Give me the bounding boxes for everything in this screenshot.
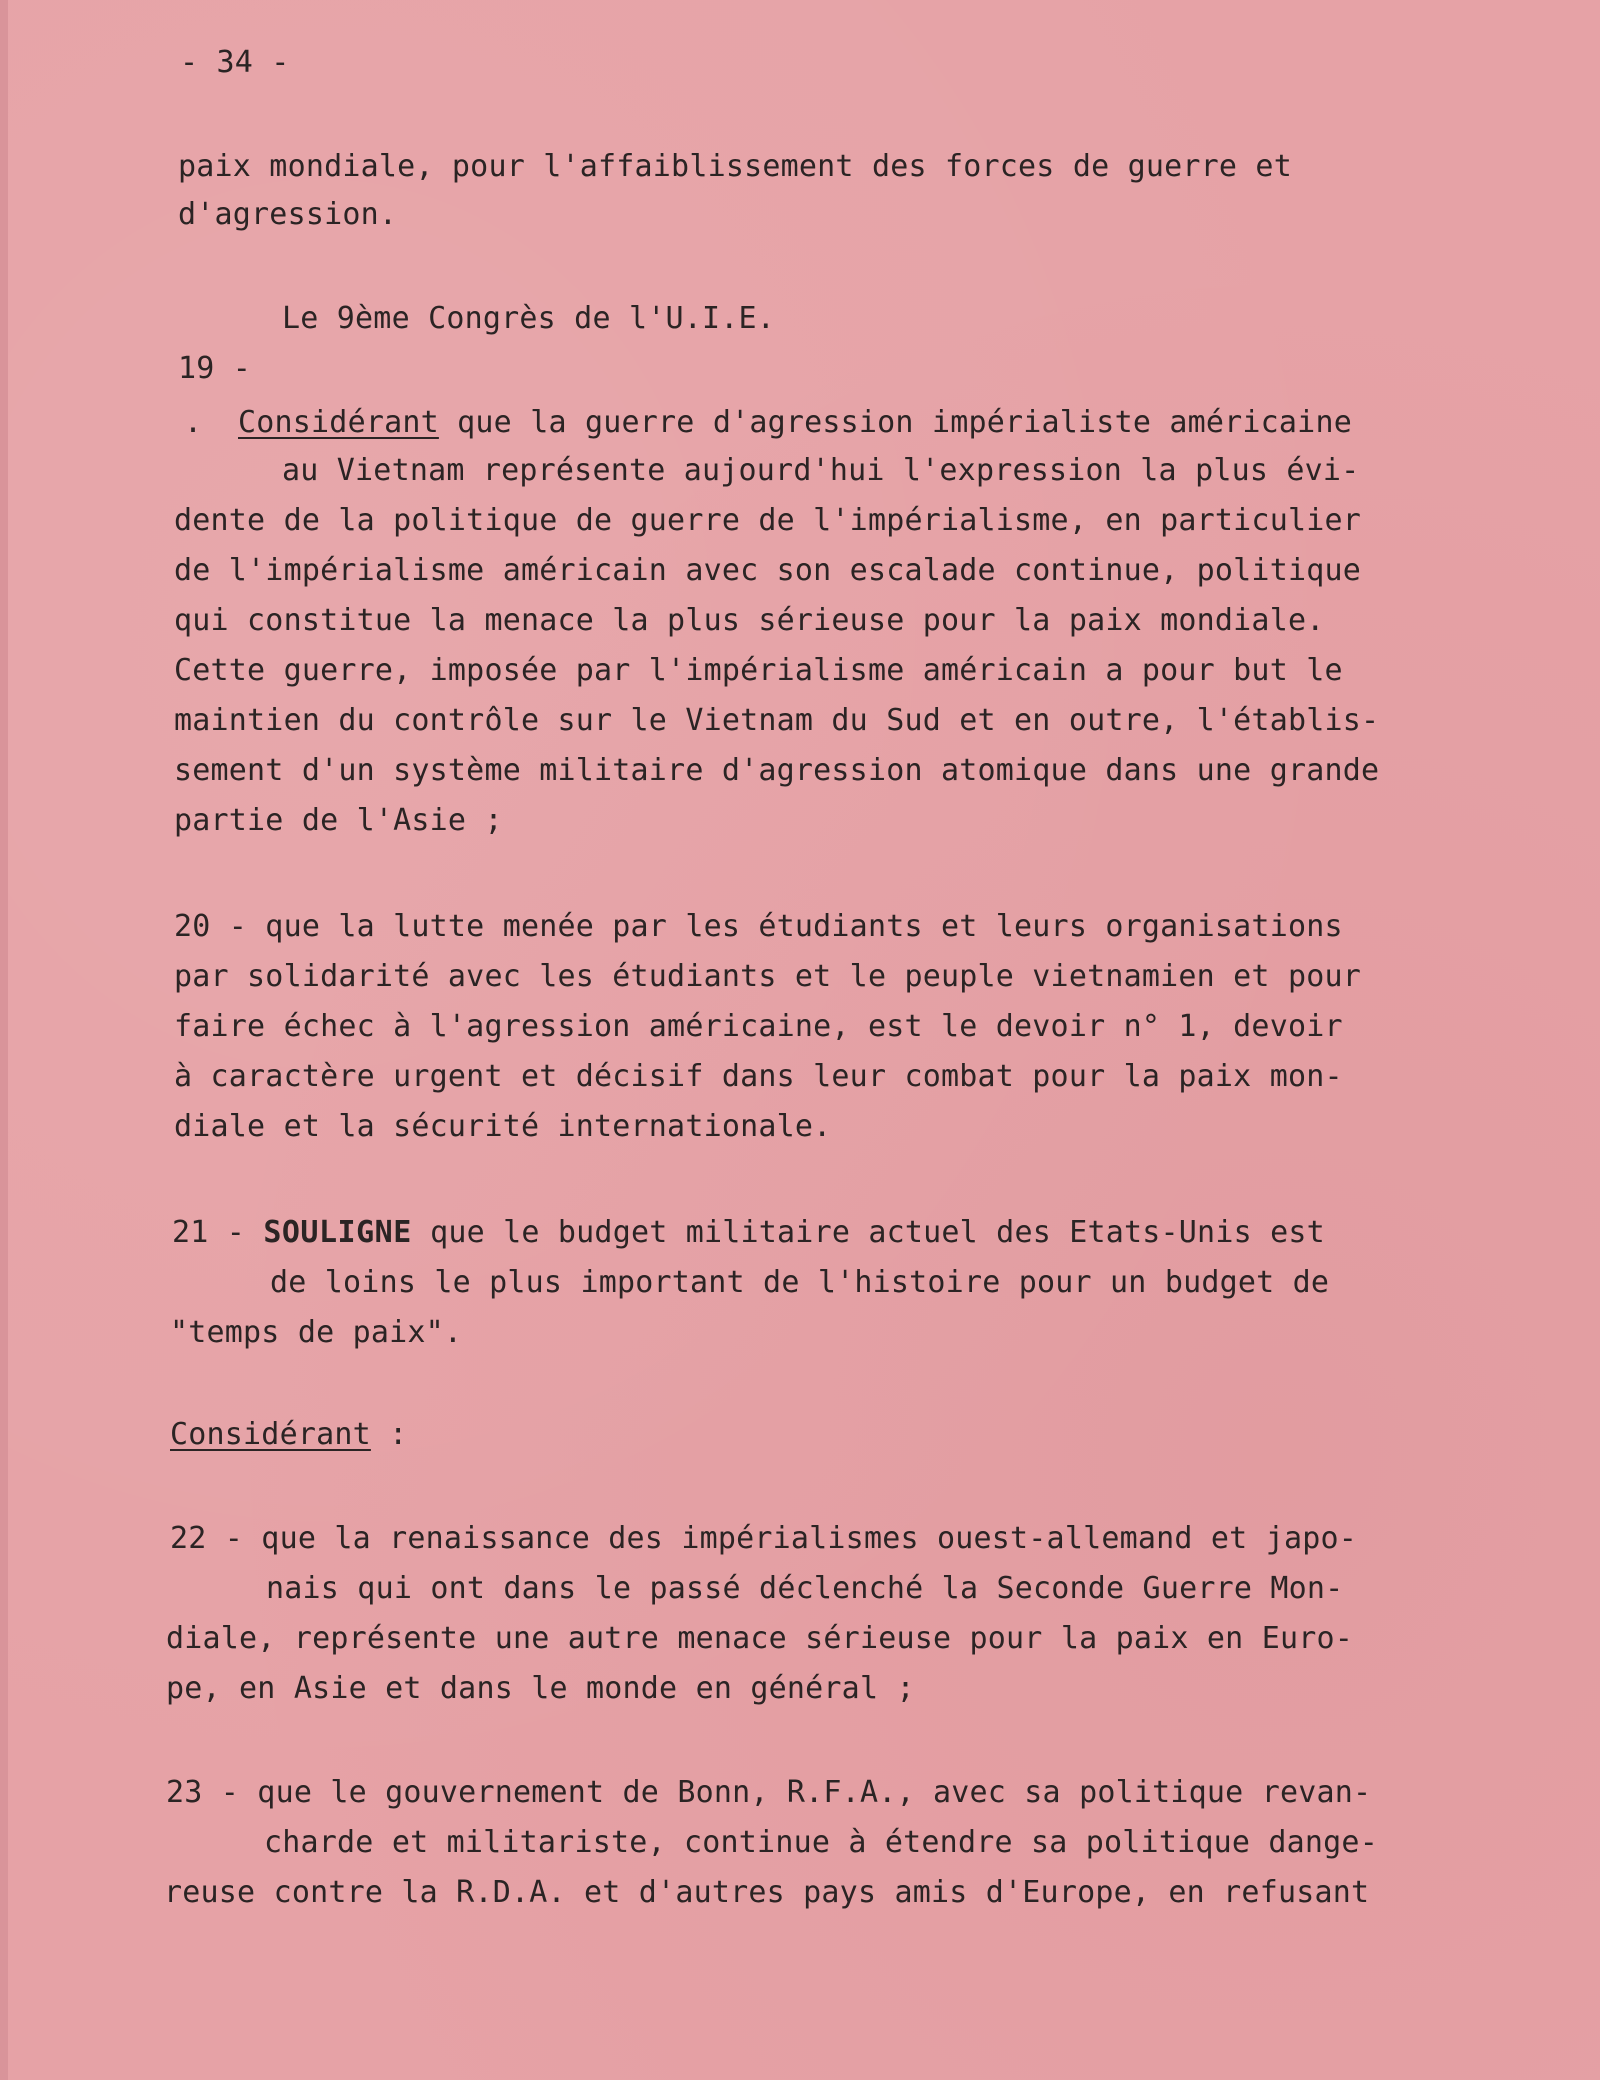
item-21-line-2: de loins le plus important de l'histoire pour un budget de	[270, 1265, 1330, 1300]
intro-line-2: d'agression.	[178, 197, 398, 232]
item-21-line-3: "temps de paix".	[170, 1315, 463, 1350]
item-23-line-3: reuse contre la R.D.A. et d'autres pays amis d'Europe, en refusant	[164, 1875, 1370, 1910]
congress-heading: Le 9ème Congrès de l'U.I.E.	[282, 301, 776, 336]
item-21-first-rest: que le budget militaire actuel des Etats-Unis est	[411, 1215, 1325, 1250]
item-23-line-1: 23 - que le gouvernement de Bonn, R.F.A., avec sa politique revan-	[166, 1775, 1372, 1810]
page-number: - 34 -	[180, 45, 290, 80]
item-19-line-9: partie de l'Asie ;	[174, 803, 503, 838]
item-20-line-2: par solidarité avec les étudiants et le peuple vietnamien et pour	[174, 959, 1361, 994]
item-19-line-8: sement d'un système militaire d'agression atomique dans une grande	[174, 753, 1380, 788]
item-19-line-1: que la guerre d'agression impérialiste américaine	[438, 405, 1352, 440]
item-19-line-6: Cette guerre, imposée par l'impérialisme américain a pour but le	[174, 653, 1343, 688]
item-19-line-7: maintien du contrôle sur le Vietnam du Sud et en outre, l'établis-	[174, 703, 1380, 738]
considerant-2-line	[170, 1416, 407, 1454]
item-22-line-2: nais qui ont dans le passé déclenché la Seconde Guerre Mon-	[266, 1571, 1344, 1606]
item-22-line-4: pe, en Asie et dans le monde en général ;	[166, 1671, 915, 1706]
item-21-first-line	[172, 1214, 1325, 1252]
item-19-line-3: dente de la politique de guerre de l'impérialisme, en particulier	[174, 503, 1361, 538]
intro-line-1: paix mondiale, pour l'affaiblissement des forces de guerre et	[178, 149, 1292, 184]
item-22-line-3: diale, représente une autre menace sérieuse pour la paix en Euro-	[166, 1621, 1353, 1656]
item-19-first-line	[238, 404, 1352, 442]
item-19-line-5: qui constitue la menace la plus sérieuse pour la paix mondiale.	[174, 603, 1325, 638]
considerant-heading: Considérant	[238, 405, 439, 440]
considerant-2-heading: Considérant	[170, 1417, 371, 1452]
considerant-2-colon: :	[370, 1417, 408, 1452]
item-20-line-5: diale et la sécurité internationale.	[174, 1109, 832, 1144]
item-22-line-1: 22 - que la renaissance des impérialismes ouest-allemand et japo-	[170, 1521, 1357, 1556]
item-19-number: 19 -	[178, 351, 252, 386]
item-19-bullet: .	[184, 405, 203, 440]
item-21-verb: SOULIGNE	[263, 1215, 412, 1250]
paper-edge	[0, 0, 8, 2080]
item-20-line-3: faire échec à l'agression américaine, est le devoir n° 1, devoir	[174, 1009, 1343, 1044]
item-23-line-2: charde et militariste, continue à étendre sa politique dange-	[264, 1825, 1378, 1860]
item-20-line-1: 20 - que la lutte menée par les étudiants et leurs organisations	[174, 909, 1343, 944]
item-21-prefix: 21 -	[172, 1215, 264, 1250]
item-19-line-2: au Vietnam représente aujourd'hui l'expression la plus évi-	[282, 453, 1360, 488]
item-20-line-4: à caractère urgent et décisif dans leur combat pour la paix mon-	[174, 1059, 1343, 1094]
item-19-line-4: de l'impérialisme américain avec son escalade continue, politique	[174, 553, 1361, 588]
